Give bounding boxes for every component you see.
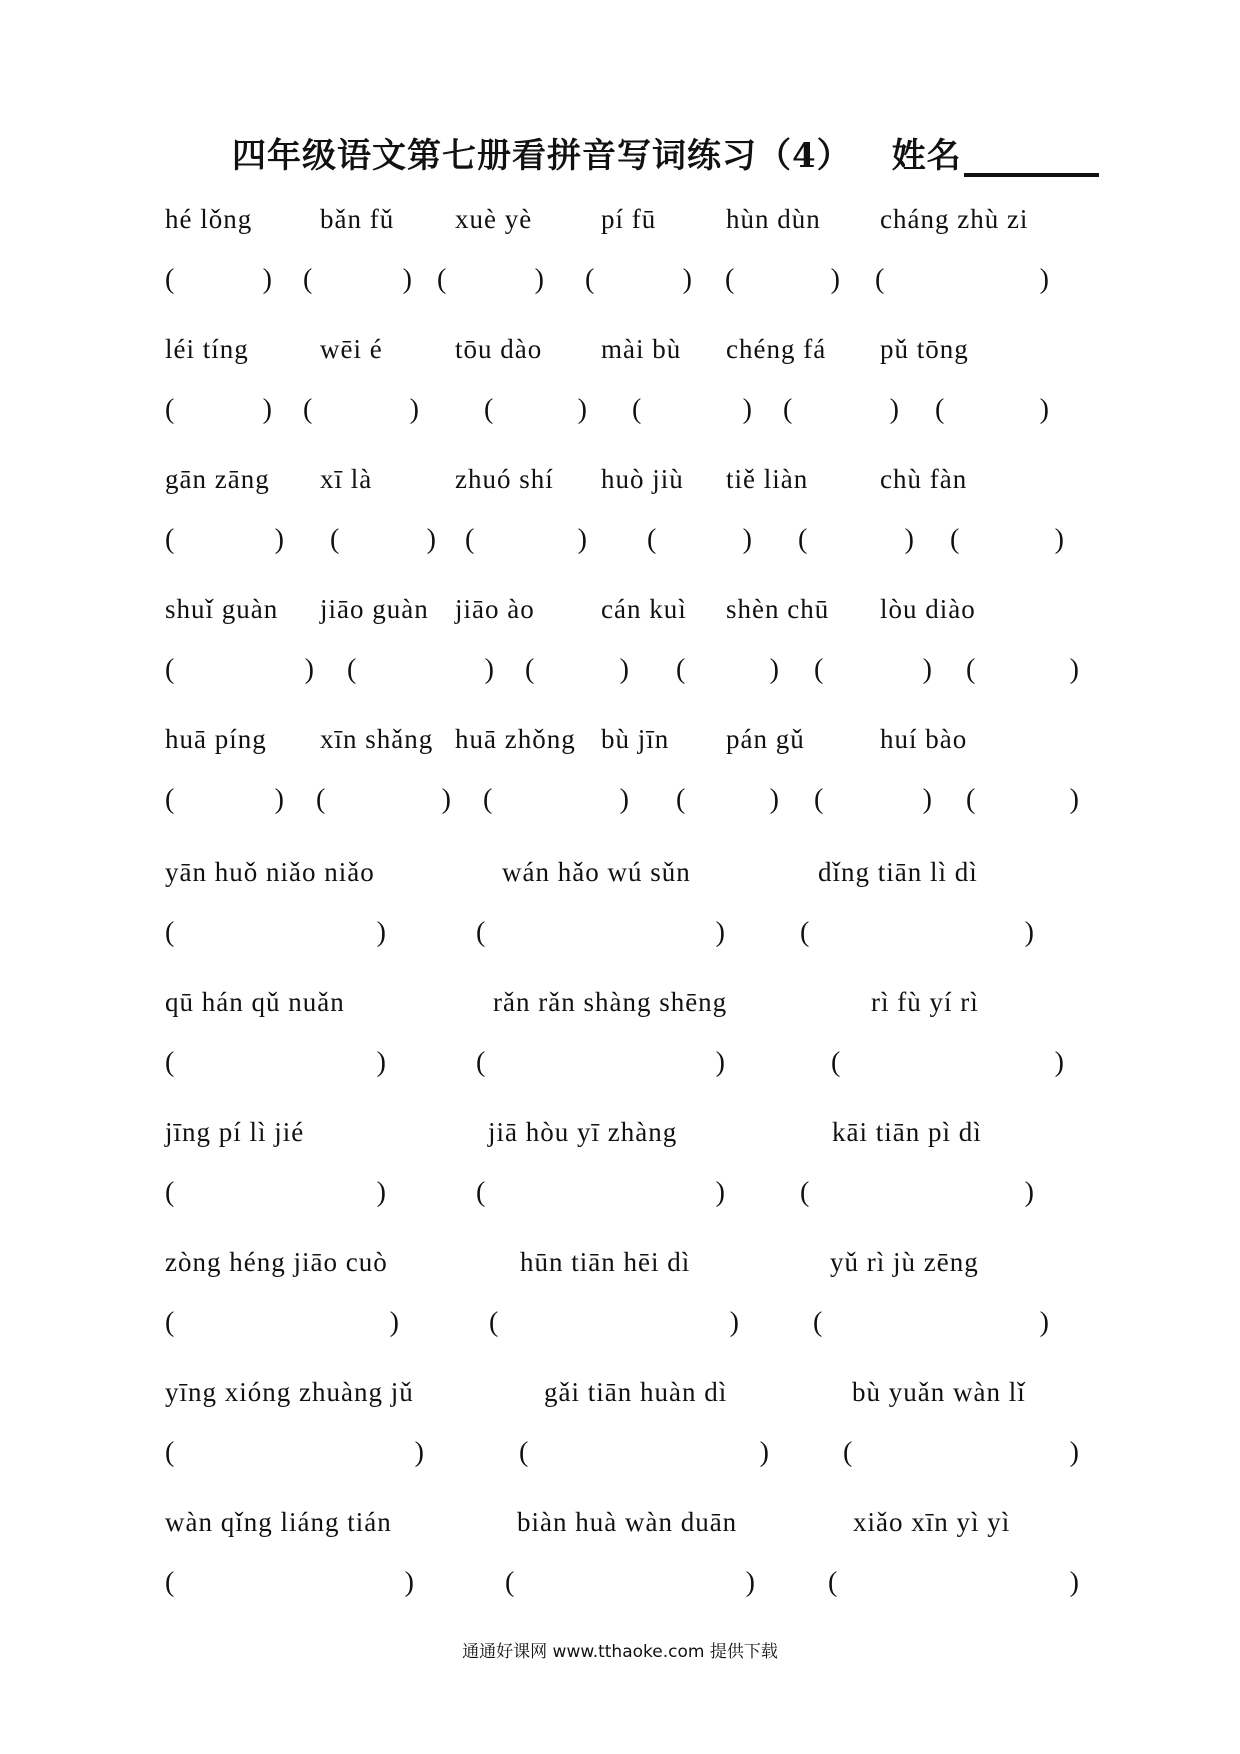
open-paren: ( <box>484 394 494 425</box>
open-paren: ( <box>798 524 808 555</box>
close-paren: ) <box>1039 264 1049 295</box>
open-paren: ( <box>966 784 976 815</box>
open-paren: ( <box>828 1567 838 1598</box>
answer-blank[interactable] <box>165 1177 386 1209</box>
answer-blank[interactable] <box>798 524 914 556</box>
open-paren: ( <box>725 264 735 295</box>
close-paren: ) <box>402 264 412 295</box>
answer-blank[interactable] <box>165 784 284 816</box>
answer-blank[interactable] <box>525 654 629 686</box>
open-paren: ( <box>165 784 175 815</box>
pinyin-prompt: cháng zhù zi <box>880 204 1029 234</box>
open-paren: ( <box>505 1567 515 1598</box>
worksheet-title <box>232 128 1052 178</box>
close-paren: ) <box>742 394 752 425</box>
open-paren: ( <box>165 1437 175 1468</box>
open-paren: ( <box>165 394 175 425</box>
open-paren: ( <box>814 784 824 815</box>
pinyin-prompt: chéng fá <box>726 334 827 364</box>
answer-blank[interactable] <box>676 784 779 816</box>
answer-blank[interactable] <box>347 654 494 686</box>
answer-blank[interactable] <box>632 394 752 426</box>
pinyin-prompt: jiāo ào <box>455 594 535 624</box>
open-paren: ( <box>950 524 960 555</box>
open-paren: ( <box>676 784 686 815</box>
answer-blank[interactable] <box>330 524 436 556</box>
close-paren: ) <box>577 394 587 425</box>
pinyin-prompt: huí bào <box>880 724 968 754</box>
answer-blank[interactable] <box>519 1437 769 1469</box>
open-paren: ( <box>165 917 175 948</box>
pinyin-prompt: xī là <box>320 464 373 494</box>
open-paren: ( <box>316 784 326 815</box>
open-paren: ( <box>347 654 357 685</box>
answer-blank[interactable] <box>875 264 1049 296</box>
close-paren: ) <box>484 654 494 685</box>
close-paren: ) <box>426 524 436 555</box>
close-paren: ) <box>1069 1437 1079 1468</box>
close-paren: ) <box>409 394 419 425</box>
open-paren: ( <box>814 654 824 685</box>
close-paren: ) <box>274 784 284 815</box>
pinyin-prompt: pǔ tōng <box>880 334 969 364</box>
pinyin-prompt: rì fù yí rì <box>871 987 979 1017</box>
answer-blank[interactable] <box>483 784 629 816</box>
open-paren: ( <box>165 1177 175 1208</box>
open-paren: ( <box>525 654 535 685</box>
answer-blank[interactable] <box>813 1307 1049 1339</box>
close-paren: ) <box>376 917 386 948</box>
close-paren: ) <box>830 264 840 295</box>
close-paren: ) <box>577 524 587 555</box>
pinyin-prompt: xīn shǎng <box>320 724 434 754</box>
pinyin-prompt: lòu diào <box>880 594 976 624</box>
close-paren: ) <box>1054 524 1064 555</box>
answer-blank[interactable] <box>676 654 779 686</box>
name-label: 姓名 <box>891 136 962 176</box>
answer-blank[interactable] <box>966 784 1079 816</box>
answer-blank[interactable] <box>476 917 725 949</box>
answer-blank[interactable] <box>165 917 386 949</box>
pinyin-prompt: dǐng tiān lì dì <box>818 857 978 887</box>
open-paren: ( <box>330 524 340 555</box>
answer-blank[interactable] <box>950 524 1064 556</box>
footer-text: 通通好课网 www.tthaoke.com 提供下载 <box>462 1642 778 1662</box>
pinyin-prompt: léi tíng <box>165 334 249 364</box>
answer-blank[interactable] <box>814 654 932 686</box>
answer-blank[interactable] <box>165 524 284 556</box>
pinyin-prompt: xiǎo xīn yì yì <box>853 1507 1011 1537</box>
answer-blank[interactable] <box>725 264 840 296</box>
pinyin-prompt: zhuó shí <box>455 464 554 494</box>
close-paren: ) <box>759 1437 769 1468</box>
close-paren: ) <box>729 1307 739 1338</box>
pinyin-prompt: bǎn fǔ <box>320 204 395 234</box>
open-paren: ( <box>831 1047 841 1078</box>
close-paren: ) <box>414 1437 424 1468</box>
open-paren: ( <box>476 1047 486 1078</box>
pinyin-prompt: wàn qǐng liáng tián <box>165 1507 392 1537</box>
close-paren: ) <box>1024 1177 1034 1208</box>
close-paren: ) <box>715 917 725 948</box>
open-paren: ( <box>165 264 175 295</box>
close-paren: ) <box>889 394 899 425</box>
pinyin-prompt: yīng xióng zhuàng jǔ <box>165 1377 414 1407</box>
open-paren: ( <box>165 654 175 685</box>
close-paren: ) <box>441 784 451 815</box>
close-paren: ) <box>742 524 752 555</box>
answer-blank[interactable] <box>303 394 419 426</box>
answer-blank[interactable] <box>303 264 412 296</box>
pinyin-prompt: jīng pí lì jié <box>165 1117 305 1147</box>
pinyin-prompt: shèn chū <box>726 594 830 624</box>
close-paren: ) <box>745 1567 755 1598</box>
open-paren: ( <box>165 524 175 555</box>
answer-blank[interactable] <box>484 394 587 426</box>
close-paren: ) <box>534 264 544 295</box>
close-paren: ) <box>619 654 629 685</box>
close-paren: ) <box>619 784 629 815</box>
open-paren: ( <box>519 1437 529 1468</box>
pinyin-prompt: yān huǒ niǎo niǎo <box>165 857 375 887</box>
answer-blank[interactable] <box>476 1177 725 1209</box>
close-paren: ) <box>1039 1307 1049 1338</box>
answer-blank[interactable] <box>465 524 587 556</box>
pinyin-prompt: shuǐ guàn <box>165 594 279 624</box>
answer-blank[interactable] <box>831 1047 1064 1079</box>
pinyin-prompt: biàn huà wàn duān <box>517 1507 738 1537</box>
pinyin-prompt: hé lǒng <box>165 204 253 234</box>
close-paren: ) <box>274 524 284 555</box>
open-paren: ( <box>476 917 486 948</box>
close-paren: ) <box>1069 1567 1079 1598</box>
pinyin-prompt: pán gǔ <box>726 724 805 754</box>
answer-blank[interactable] <box>828 1567 1079 1599</box>
answer-blank[interactable] <box>647 524 752 556</box>
open-paren: ( <box>966 654 976 685</box>
pinyin-prompt: huā zhǒng <box>455 724 576 754</box>
close-paren: ) <box>404 1567 414 1598</box>
open-paren: ( <box>303 264 313 295</box>
answer-blank[interactable] <box>489 1307 739 1339</box>
answer-blank[interactable] <box>165 264 272 296</box>
answer-blank[interactable] <box>800 917 1034 949</box>
close-paren: ) <box>376 1047 386 1078</box>
open-paren: ( <box>303 394 313 425</box>
pinyin-prompt: tiě liàn <box>726 464 809 494</box>
open-paren: ( <box>800 917 810 948</box>
answer-blank[interactable] <box>165 654 314 686</box>
open-paren: ( <box>800 1177 810 1208</box>
pinyin-prompt: gǎi tiān huàn dì <box>544 1377 728 1407</box>
close-paren: ) <box>389 1307 399 1338</box>
answer-blank[interactable] <box>476 1047 725 1079</box>
pinyin-prompt: rǎn rǎn shàng shēng <box>493 987 728 1017</box>
close-paren: ) <box>262 394 272 425</box>
close-paren: ) <box>1039 394 1049 425</box>
pinyin-prompt: chù fàn <box>880 464 968 494</box>
pinyin-prompt: wēi é <box>320 334 383 364</box>
answer-blank[interactable] <box>437 264 544 296</box>
pinyin-prompt: bù jīn <box>601 724 670 754</box>
close-paren: ) <box>682 264 692 295</box>
answer-blank[interactable] <box>165 1047 386 1079</box>
answer-blank[interactable] <box>165 1567 414 1599</box>
close-paren: ) <box>922 654 932 685</box>
answer-blank[interactable] <box>585 264 692 296</box>
answer-blank[interactable] <box>814 784 932 816</box>
answer-blank[interactable] <box>165 1307 399 1339</box>
open-paren: ( <box>632 394 642 425</box>
title-text: 四年级语文第七册看拼音写词练习（4） <box>232 136 852 176</box>
open-paren: ( <box>165 1047 175 1078</box>
pinyin-prompt: tōu dào <box>455 334 543 364</box>
answer-blank[interactable] <box>935 394 1049 426</box>
pinyin-prompt: jiā hòu yī zhàng <box>488 1117 678 1147</box>
close-paren: ) <box>769 654 779 685</box>
open-paren: ( <box>165 1307 175 1338</box>
close-paren: ) <box>715 1177 725 1208</box>
open-paren: ( <box>813 1307 823 1338</box>
pinyin-prompt: pí fū <box>601 204 657 234</box>
pinyin-prompt: mài bù <box>601 334 682 364</box>
close-paren: ) <box>376 1177 386 1208</box>
pinyin-prompt: huò jiù <box>601 464 684 494</box>
open-paren: ( <box>476 1177 486 1208</box>
close-paren: ) <box>262 264 272 295</box>
open-paren: ( <box>647 524 657 555</box>
answer-blank[interactable] <box>505 1567 755 1599</box>
answer-blank[interactable] <box>966 654 1079 686</box>
pinyin-prompt: yǔ rì jù zēng <box>830 1247 979 1277</box>
open-paren: ( <box>843 1437 853 1468</box>
pinyin-prompt: huā píng <box>165 724 267 754</box>
open-paren: ( <box>875 264 885 295</box>
pinyin-prompt: kāi tiān pì dì <box>832 1117 982 1147</box>
open-paren: ( <box>585 264 595 295</box>
close-paren: ) <box>304 654 314 685</box>
pinyin-prompt: qū hán qǔ nuǎn <box>165 987 345 1017</box>
answer-blank[interactable] <box>316 784 451 816</box>
close-paren: ) <box>715 1047 725 1078</box>
open-paren: ( <box>935 394 945 425</box>
pinyin-prompt: hūn tiān hēi dì <box>520 1247 691 1277</box>
pinyin-prompt: jiāo guàn <box>320 594 429 624</box>
open-paren: ( <box>437 264 447 295</box>
pinyin-prompt: zòng héng jiāo cuò <box>165 1247 388 1277</box>
close-paren: ) <box>1054 1047 1064 1078</box>
pinyin-prompt: xuè yè <box>455 204 533 234</box>
pinyin-prompt: bù yuǎn wàn lǐ <box>852 1377 1026 1407</box>
close-paren: ) <box>904 524 914 555</box>
close-paren: ) <box>1069 784 1079 815</box>
answer-blank[interactable] <box>800 1177 1034 1209</box>
close-paren: ) <box>1024 917 1034 948</box>
open-paren: ( <box>489 1307 499 1338</box>
pinyin-prompt: wán hǎo wú sǔn <box>502 857 691 887</box>
open-paren: ( <box>783 394 793 425</box>
close-paren: ) <box>922 784 932 815</box>
open-paren: ( <box>676 654 686 685</box>
answer-blank[interactable] <box>165 394 272 426</box>
pinyin-prompt: gān zāng <box>165 464 270 494</box>
open-paren: ( <box>465 524 475 555</box>
answer-blank[interactable] <box>783 394 899 426</box>
pinyin-prompt: cán kuì <box>601 594 687 624</box>
open-paren: ( <box>165 1567 175 1598</box>
answer-blank[interactable] <box>843 1437 1079 1469</box>
name-blank-line[interactable] <box>964 143 1099 177</box>
close-paren: ) <box>769 784 779 815</box>
pinyin-prompt: hùn dùn <box>726 204 821 234</box>
open-paren: ( <box>483 784 493 815</box>
answer-blank[interactable] <box>165 1437 424 1469</box>
close-paren: ) <box>1069 654 1079 685</box>
